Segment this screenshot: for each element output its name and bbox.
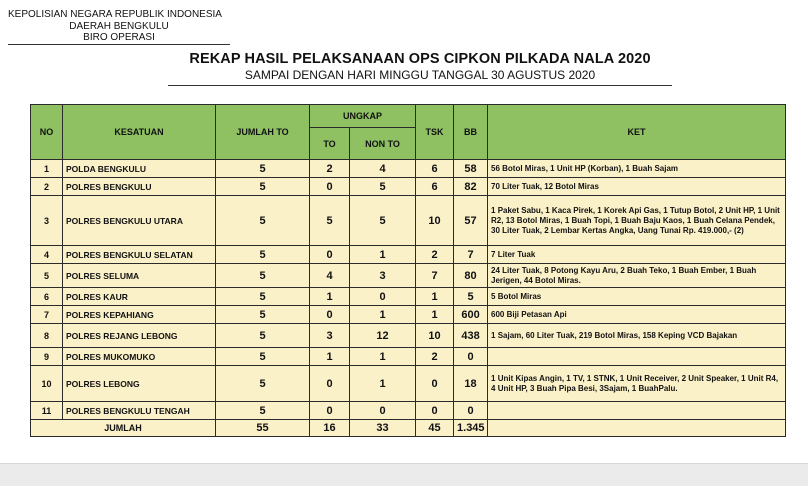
total-ket [488, 420, 786, 437]
total-row [31, 420, 786, 437]
row-tsk: 1 [416, 288, 454, 306]
row-tsk: 6 [416, 160, 454, 178]
row-no: 1 [31, 160, 63, 178]
row-tsk: 2 [416, 348, 454, 366]
row-jumlah-to: 5 [216, 178, 310, 196]
letterhead-region: DAERAH BENGKULU [69, 20, 169, 32]
row-to: 1 [310, 348, 350, 366]
row-bb: 80 [454, 264, 488, 288]
row-to: 0 [310, 402, 350, 420]
row-to: 3 [310, 324, 350, 348]
row-bb: 58 [454, 160, 488, 178]
row-to: 0 [310, 178, 350, 196]
row-to: 0 [310, 306, 350, 324]
table-row [31, 288, 786, 306]
row-tsk: 10 [416, 196, 454, 246]
row-bb: 0 [454, 348, 488, 366]
table-row [31, 306, 786, 324]
row-kesatuan: POLRES SELUMA [63, 264, 216, 288]
row-non-to: 3 [350, 264, 416, 288]
viewer-bottom-bar [0, 463, 808, 486]
row-non-to: 5 [350, 178, 416, 196]
row-ket: 1 Paket Sabu, 1 Kaca Pirek, 1 Korek Api Gas, 1 Tutup Botol, 2 Unit HP, 1 Unit R2, 13 Botol Miras, 1 Buah Topi, 1 Buah Baju Kaos, 1 Buah Celana Pendek, 30 Liter Tuak, 2 Lembar Kertas Angka, Uang Tunai Rp. 419.000,- (2) [488, 196, 786, 246]
letterhead-underline [8, 44, 230, 45]
letterhead-institution: KEPOLISIAN NEGARA REPUBLIK INDONESIA [8, 9, 222, 20]
row-non-to: 12 [350, 324, 416, 348]
row-jumlah-to: 5 [216, 264, 310, 288]
row-kesatuan: POLRES LEBONG [63, 366, 216, 402]
row-ket: 7 Liter Tuak [488, 246, 786, 264]
header-non-to: NON TO [350, 128, 416, 160]
total-non-to: 33 [350, 420, 416, 437]
total-label: JUMLAH [31, 420, 216, 437]
row-jumlah-to: 5 [216, 306, 310, 324]
row-no: 2 [31, 178, 63, 196]
header-bb: BB [454, 105, 488, 160]
row-ket: 56 Botol Miras, 1 Unit HP (Korban), 1 Buah Sajam [488, 160, 786, 178]
header-jumlah-to: JUMLAH TO [216, 105, 310, 160]
row-tsk: 7 [416, 264, 454, 288]
row-to: 0 [310, 366, 350, 402]
row-ket: 1 Unit Kipas Angin, 1 TV, 1 STNK, 1 Unit Receiver, 2 Unit Speaker, 1 Unit R4, 4 Unit HP, 3 Buah Pipa Besi, 3Sajam, 1 BuahPalu. [488, 366, 786, 402]
row-to: 4 [310, 264, 350, 288]
row-ket: 70 Liter Tuak, 12 Botol Miras [488, 178, 786, 196]
row-kesatuan: POLRES BENGKULU UTARA [63, 196, 216, 246]
row-no: 8 [31, 324, 63, 348]
row-to: 1 [310, 288, 350, 306]
row-non-to: 1 [350, 366, 416, 402]
table-row [31, 196, 786, 246]
row-kesatuan: POLRES BENGKULU [63, 178, 216, 196]
row-ket [488, 402, 786, 420]
row-jumlah-to: 5 [216, 366, 310, 402]
row-kesatuan: POLDA BENGKULU [63, 160, 216, 178]
row-tsk: 6 [416, 178, 454, 196]
row-no: 7 [31, 306, 63, 324]
row-jumlah-to: 5 [216, 288, 310, 306]
row-bb: 0 [454, 402, 488, 420]
row-non-to: 4 [350, 160, 416, 178]
table-row [31, 160, 786, 178]
row-bb: 7 [454, 246, 488, 264]
total-jumlah-to: 55 [216, 420, 310, 437]
table-row [31, 348, 786, 366]
row-non-to: 0 [350, 402, 416, 420]
row-ket: 24 Liter Tuak, 8 Potong Kayu Aru, 2 Buah Teko, 1 Buah Ember, 1 Buah Jerigen, 44 Botol Miras. [488, 264, 786, 288]
row-no: 5 [31, 264, 63, 288]
row-non-to: 1 [350, 348, 416, 366]
row-jumlah-to: 5 [216, 246, 310, 264]
row-tsk: 1 [416, 306, 454, 324]
row-bb: 82 [454, 178, 488, 196]
row-no: 9 [31, 348, 63, 366]
letterhead-bureau: BIRO OPERASI [83, 32, 155, 43]
row-tsk: 10 [416, 324, 454, 348]
row-bb: 600 [454, 306, 488, 324]
row-tsk: 0 [416, 366, 454, 402]
total-to: 16 [310, 420, 350, 437]
document-subtitle: SAMPAI DENGAN HARI MINGGU TANGGAL 30 AGUSTUS 2020 [244, 68, 596, 82]
row-kesatuan: POLRES REJANG LEBONG [63, 324, 216, 348]
row-ket: 5 Botol Miras [488, 288, 786, 306]
row-kesatuan: POLRES MUKOMUKO [63, 348, 216, 366]
header-no: NO [31, 105, 63, 160]
row-to: 0 [310, 246, 350, 264]
header-ungkap: UNGKAP [310, 105, 416, 128]
table-row [31, 366, 786, 402]
row-tsk: 0 [416, 402, 454, 420]
row-bb: 438 [454, 324, 488, 348]
row-kesatuan: POLRES BENGKULU TENGAH [63, 402, 216, 420]
header-kesatuan: KESATUAN [63, 105, 216, 160]
row-kesatuan: POLRES KAUR [63, 288, 216, 306]
row-no: 4 [31, 246, 63, 264]
row-non-to: 1 [350, 246, 416, 264]
row-no: 11 [31, 402, 63, 420]
row-bb: 5 [454, 288, 488, 306]
row-bb: 18 [454, 366, 488, 402]
row-non-to: 5 [350, 196, 416, 246]
table-row [31, 264, 786, 288]
row-bb: 57 [454, 196, 488, 246]
row-non-to: 1 [350, 306, 416, 324]
header-tsk: TSK [416, 105, 454, 160]
table-row [31, 246, 786, 264]
row-to: 2 [310, 160, 350, 178]
recap-table [30, 104, 786, 437]
row-jumlah-to: 5 [216, 348, 310, 366]
row-no: 6 [31, 288, 63, 306]
row-ket: 1 Sajam, 60 Liter Tuak, 219 Botol Miras, 158 Keping VCD Bajakan [488, 324, 786, 348]
row-jumlah-to: 5 [216, 324, 310, 348]
row-ket: 600 Biji Petasan Api [488, 306, 786, 324]
table-row [31, 324, 786, 348]
row-no: 10 [31, 366, 63, 402]
row-jumlah-to: 5 [216, 160, 310, 178]
row-non-to: 0 [350, 288, 416, 306]
row-kesatuan: POLRES KEPAHIANG [63, 306, 216, 324]
row-tsk: 2 [416, 246, 454, 264]
header-to: TO [310, 128, 350, 160]
header-row-1 [31, 105, 786, 128]
total-tsk: 45 [416, 420, 454, 437]
row-no: 3 [31, 196, 63, 246]
row-jumlah-to: 5 [216, 402, 310, 420]
letterhead [8, 9, 230, 44]
row-jumlah-to: 5 [216, 196, 310, 246]
document-title: REKAP HASIL PELAKSANAAN OPS CIPKON PILKADA NALA 2020 [189, 51, 651, 67]
header-ket: KET [488, 105, 786, 160]
total-bb: 1.345 [454, 420, 488, 437]
subtitle-underline [168, 85, 672, 86]
table-row [31, 402, 786, 420]
row-to: 5 [310, 196, 350, 246]
table-row [31, 178, 786, 196]
row-ket [488, 348, 786, 366]
row-kesatuan: POLRES BENGKULU SELATAN [63, 246, 216, 264]
